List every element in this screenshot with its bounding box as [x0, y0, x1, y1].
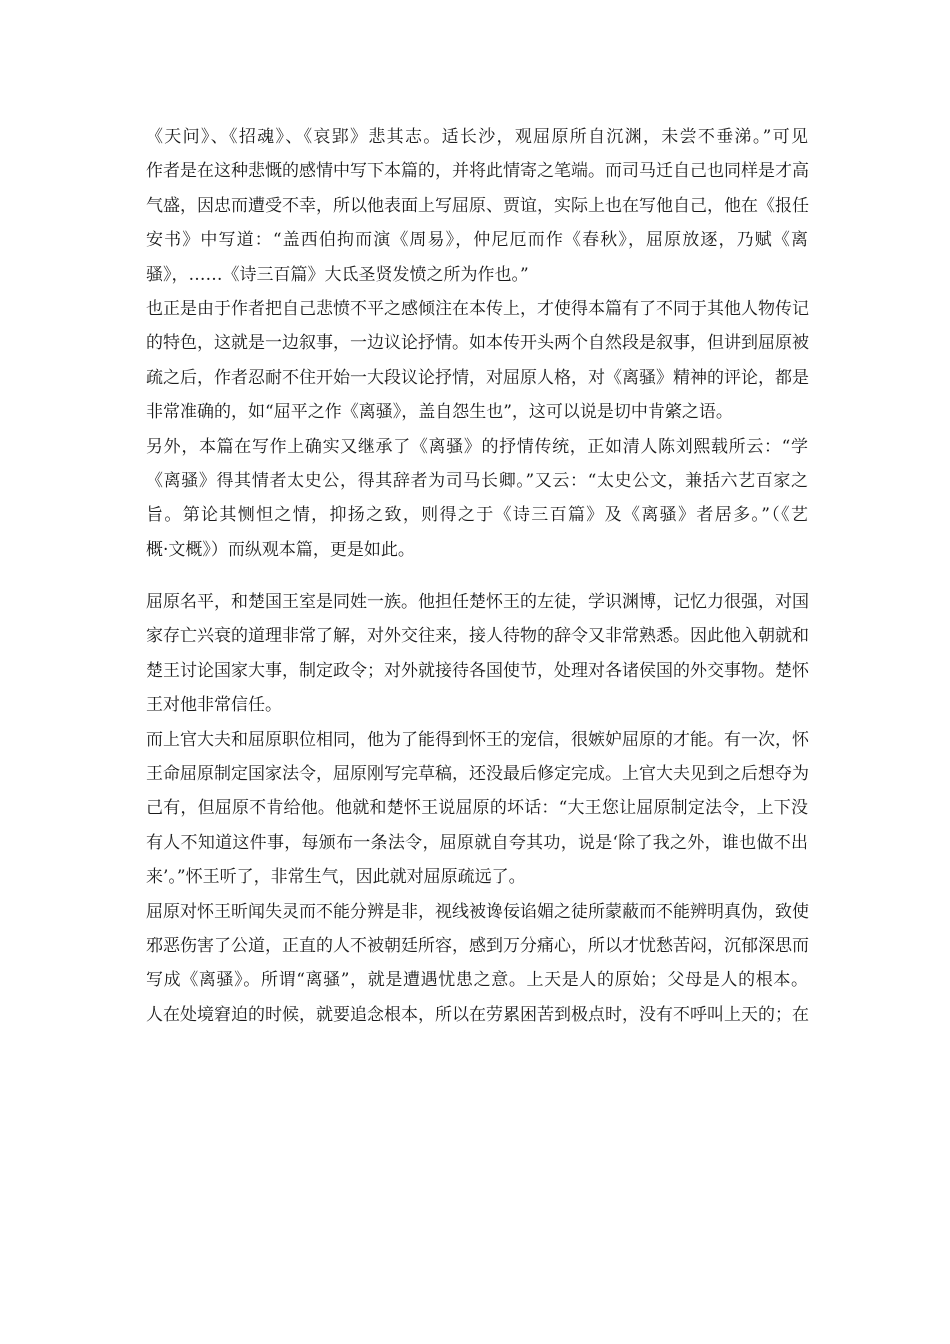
text-line: 写成《离骚》。所谓“离骚”，就是遭遇忧患之意。上天是人的原始；父母是人的根本。 — [146, 970, 808, 991]
text-line: 的特色，这就是一边叙事，一边议论抒情。如本传开头两个自然段是叙事，但讲到屈原被 — [146, 333, 809, 354]
section-translation — [146, 585, 808, 1032]
text-line: 《离骚》得其情者太史公，得其辞者为司马长卿。”又云：“太史公文，兼括六艺百家之 — [146, 470, 808, 491]
text-line: 另外，本篇在写作上确实又继承了《离骚》的抒情传统，正如清人陈刘熙载所云：“学 — [146, 436, 808, 457]
text-line: 而上官大夫和屈原职位相同，他为了能得到怀王的宠信，很嫉妒屈原的才能。有一次，怀 — [146, 729, 809, 750]
text-line: 己有，但屈原不肯给他。他就和楚怀王说屈原的坏话：“大王您让屈原制定法令，上下没 — [146, 798, 808, 819]
paragraph — [146, 895, 808, 1033]
text-line: 王命屈原制定国家法令，屈原刚写完草稿，还没最后修定完成。上官大夫见到之后想夺为 — [146, 764, 809, 785]
document-body — [146, 120, 808, 1032]
text-line: 屈原名平，和楚国王室是同姓一族。他担任楚怀王的左徒，学识渊博，记忆力很强，对国 — [146, 592, 809, 613]
text-line: 也正是由于作者把自己悲愤不平之感倾注在本传上，才使得本篇有了不同于其他人物传记 — [146, 298, 809, 319]
paragraph — [146, 723, 808, 895]
text-line: 家存亡兴衰的道理非常了解，对外交往来，接人待物的辞令又非常熟悉。因此他入朝就和 — [146, 626, 809, 647]
text-line: 有人不知道这件事，每颁布一条法令，屈原就自夸其功，说是‘除了我之外，谁也做不出 — [146, 832, 808, 853]
text-line: 气盛，因忠而遭受不幸，所以他表面上写屈原、贾谊，实际上也在写他自己，他在《报任 — [146, 195, 809, 216]
text-line: 楚王讨论国家大事，制定政令；对外就接待各国使节，处理对各诸侯国的外交事物。楚怀 — [146, 660, 809, 681]
text-line: 骚》，……《诗三百篇》大氐圣贤发愤之所为作也。” — [146, 264, 529, 285]
section-commentary — [146, 120, 808, 567]
text-line: 邪恶伤害了公道，正直的人不被朝廷所容，感到万分痛心，所以才忧愁苦闷，沉郁深思而 — [146, 935, 809, 956]
paragraph — [146, 120, 808, 292]
text-line: 作者是在这种悲慨的感情中写下本篇的，并将此情寄之笔端。而司马迁自己也同样是才高 — [146, 161, 809, 182]
text-line: 非常准确的，如“屈平之作《离骚》，盖自怨生也”，这可以说是切中肯綮之语。 — [146, 402, 733, 423]
paragraph — [146, 430, 808, 568]
text-line: 《天问》、《招魂》、《哀郢》悲其志。适长沙，观屈原所自沉渊，未尝不垂涕。”可见 — [146, 127, 808, 147]
text-line: 人在处境窘迫的时候，就要追念根本，所以在劳累困苦到极点时，没有不呼叫上天的；在 — [146, 1004, 809, 1025]
paragraph — [146, 585, 808, 723]
text-line: 王对他非常信任。 — [146, 695, 282, 716]
text-line: 疏之后，作者忍耐不住开始一大段议论抒情，对屈原人格，对《离骚》精神的评论，都是 — [146, 367, 809, 388]
section-divider — [146, 567, 808, 585]
text-line: 安书》中写道：“盖西伯拘而演《周易》，仲尼厄而作《春秋》，屈原放逐，乃赋《离 — [146, 230, 808, 251]
text-line: 来’。”怀王听了，非常生气，因此就对屈原疏远了。 — [146, 867, 526, 888]
paragraph — [146, 292, 808, 430]
text-line: 概·文概》）而纵观本篇，更是如此。 — [146, 539, 415, 560]
text-line: 旨。第论其恻怛之情，抑扬之致，则得之于《诗三百篇》及《离骚》者居多。”（《艺 — [146, 505, 808, 526]
text-line: 屈原对怀王昕闻失灵而不能分辨是非，视线被谗佞谄媚之徒所蒙蔽而不能辨明真伪，致使 — [146, 901, 809, 922]
